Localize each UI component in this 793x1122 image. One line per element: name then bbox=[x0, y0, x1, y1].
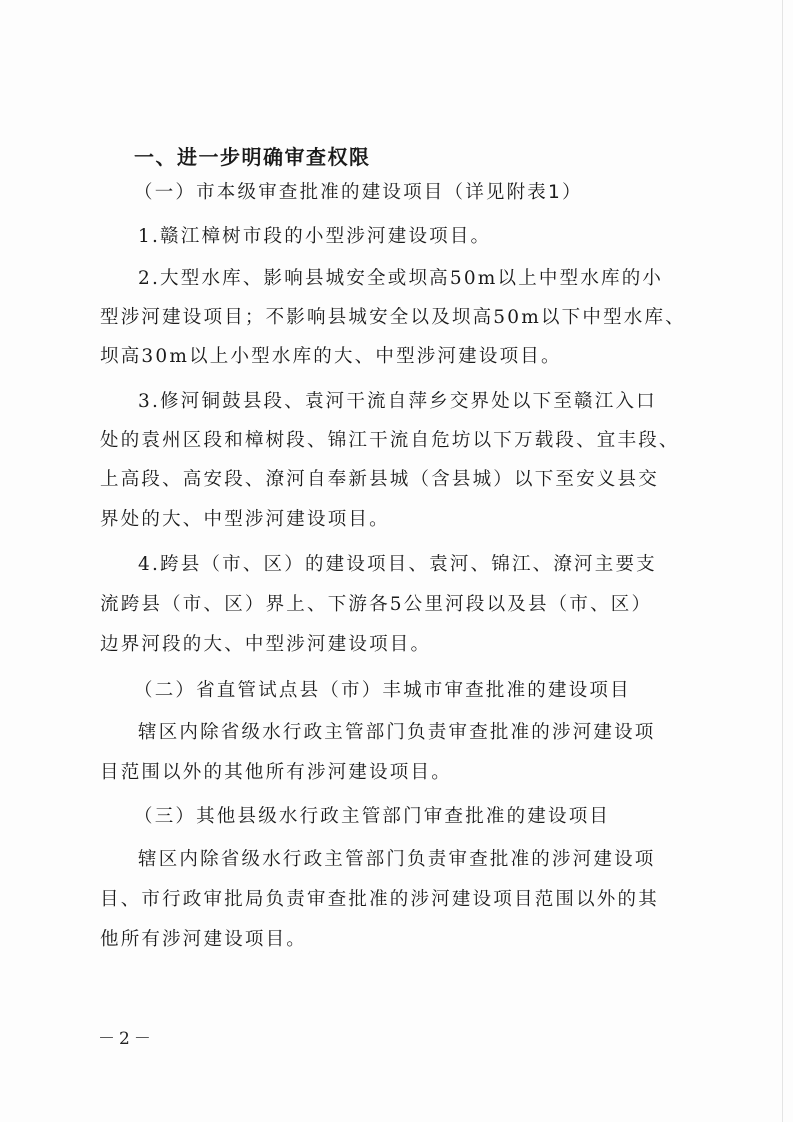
subsection-heading-2: （二）省直管试点县（市）丰城市审查批准的建设项目 bbox=[134, 680, 631, 701]
paragraph-item-4-line-3: 边界河段的大、中型涉河建设项目。 bbox=[100, 634, 432, 655]
paragraph-item-2-line-2: 型涉河建设项目；不影响县城安全以及坝高50m以下中型水库、 bbox=[100, 307, 686, 328]
paragraph-item-3-line-3: 上高段、高安段、潦河自奉新县城（含县城）以下至安义县交 bbox=[100, 469, 659, 490]
paragraph-item-1: 1.赣江樟树市段的小型涉河建设项目。 bbox=[138, 226, 492, 247]
paragraph-item-3-line-2: 处的袁州区段和樟树段、锦江干流自危坊以下万载段、宜丰段、 bbox=[100, 430, 680, 451]
paragraph-item-2-line-3: 坝高30m以上小型水库的大、中型涉河建设项目。 bbox=[100, 346, 562, 367]
section-heading: 一、进一步明确审查权限 bbox=[134, 145, 371, 169]
paragraph-item-4-line-1: 4.跨县（市、区）的建设项目、袁河、锦江、潦河主要支 bbox=[138, 554, 657, 575]
page-edge-divider bbox=[782, 0, 783, 1122]
paragraph-item-2-line-1: 2.大型水库、影响县城安全或坝高50m以上中型水库的小 bbox=[138, 268, 664, 289]
paragraph-3-line-2: 目、市行政审批局负责审查批准的涉河建设项目范围以外的其 bbox=[100, 889, 659, 910]
paragraph-item-4-line-2: 流跨县（市、区）界上、下游各5公里河段以及县（市、区） bbox=[100, 594, 653, 615]
subsection-heading-3: （三）其他县级水行政主管部门审查批准的建设项目 bbox=[134, 806, 611, 827]
subsection-heading-1: （一）市本级审查批准的建设项目（详见附表1） bbox=[134, 182, 583, 203]
paragraph-3-line-1: 辖区内除省级水行政主管部门负责审查批准的涉河建设项 bbox=[138, 849, 656, 870]
paragraph-3-line-3: 他所有涉河建设项目。 bbox=[100, 929, 308, 950]
paragraph-item-3-line-1: 3.修河铜鼓县段、袁河干流自萍乡交界处以下至赣江入口 bbox=[138, 391, 657, 412]
paragraph-2-line-1: 辖区内除省级水行政主管部门负责审查批准的涉河建设项 bbox=[138, 722, 656, 743]
paragraph-item-3-line-4: 界处的大、中型涉河建设项目。 bbox=[100, 509, 390, 530]
paragraph-2-line-2: 目范围以外的其他所有涉河建设项目。 bbox=[100, 762, 452, 783]
page-number: －2－ bbox=[98, 1029, 155, 1049]
